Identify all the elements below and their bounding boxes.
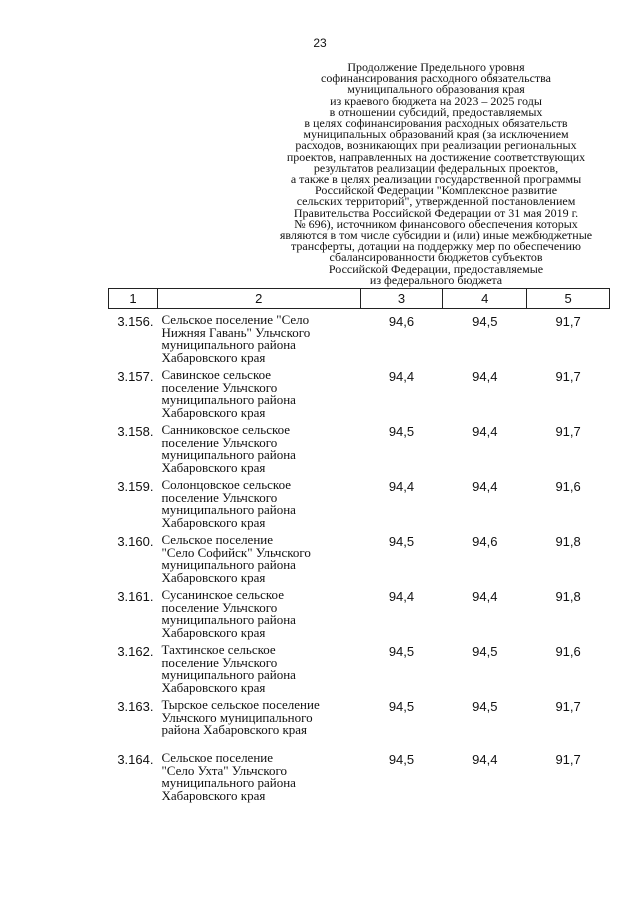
caption-line: муниципального образования края xyxy=(347,82,525,97)
value-2024: 94,4 xyxy=(472,424,498,439)
settlement-name-line: Санниковское сельское xyxy=(161,422,291,437)
table-row xyxy=(109,529,610,584)
row-number: 3.164. xyxy=(117,752,154,767)
subsidy-table xyxy=(108,288,610,802)
value-2024: 94,4 xyxy=(472,589,498,604)
settlement-name-line: Сельское поселение "Село xyxy=(161,312,310,327)
table-row xyxy=(109,364,610,419)
settlement-name-line: поселение Ульчского xyxy=(161,654,278,670)
table-row xyxy=(109,747,610,802)
row-number: 3.163. xyxy=(117,699,154,714)
value-2024: 94,5 xyxy=(472,699,498,714)
value-2025: 91,7 xyxy=(555,424,581,439)
settlement-name xyxy=(157,747,360,802)
settlement-name-line: Сельское поселение xyxy=(161,750,274,765)
settlement-name xyxy=(157,309,360,365)
caption-line: расходов, возникающих при реализации региональных xyxy=(295,138,577,153)
value-2023: 94,5 xyxy=(388,699,415,714)
settlement-name-line: поселение Ульчского xyxy=(161,379,278,395)
caption-line: софинансирования расходного обязательства xyxy=(321,71,551,86)
value-2025: 91,7 xyxy=(555,699,581,714)
settlement-name-line: муниципального района xyxy=(161,612,296,627)
settlement-name-line: Тырское сельское поселение xyxy=(161,697,320,712)
settlement-name-line: Нижняя Гавань" Ульчского xyxy=(161,324,311,340)
settlement-name-line: Хабаровского края xyxy=(161,569,266,585)
settlement-name-line: Солонцовское сельское xyxy=(161,477,292,492)
row-number: 3.161. xyxy=(117,589,154,604)
settlement-name-line: Хабаровского края xyxy=(161,349,266,365)
settlement-name-line: муниципального района xyxy=(161,392,296,407)
caption-line: Российской Федерации "Комплексное развитие xyxy=(314,183,558,198)
settlement-name-line: поселение Ульчского xyxy=(161,434,278,450)
settlement-name xyxy=(157,364,360,419)
caption-line: а также в целях реализации государственной программы xyxy=(290,172,582,187)
value-2025: 91,8 xyxy=(555,589,581,604)
caption-line: Российской Федерации, предоставляемые xyxy=(328,261,544,276)
table-row xyxy=(109,584,610,639)
caption-line: Продолжение Предельного уровня xyxy=(347,60,525,74)
value-2023: 94,5 xyxy=(388,644,415,659)
column-header-2: 2 xyxy=(157,289,360,309)
settlement-name-line: Сусанинское сельское xyxy=(161,587,284,602)
value-2025: 91,6 xyxy=(555,479,581,494)
row-number: 3.160. xyxy=(117,534,154,549)
table-row xyxy=(109,309,610,365)
table-row xyxy=(109,639,610,694)
value-2024: 94,5 xyxy=(472,644,498,659)
settlement-name xyxy=(157,529,360,584)
value-2023: 94,5 xyxy=(388,424,415,439)
value-2024: 94,4 xyxy=(472,369,498,384)
row-number: 3.158. xyxy=(117,424,154,439)
row-number: 3.162. xyxy=(117,644,154,659)
column-header-4: 4 xyxy=(443,289,527,309)
value-2024: 94,5 xyxy=(472,314,498,329)
value-2023: 94,5 xyxy=(388,752,415,767)
caption-line: в отношении субсидий, предоставляемых xyxy=(329,104,543,119)
value-2024: 94,6 xyxy=(472,534,498,549)
value-2023: 94,4 xyxy=(388,479,415,494)
settlement-name-line: муниципального района xyxy=(161,447,296,462)
settlement-name xyxy=(157,419,360,474)
row-number: 3.156. xyxy=(117,314,154,329)
caption-line: являются в том числе субсидии и (или) иные межбюджетные xyxy=(279,228,593,243)
value-2025: 91,6 xyxy=(555,644,581,659)
caption-line: из федерального бюджета xyxy=(369,272,503,287)
caption-line: в целях софинансирования расходных обязательств xyxy=(304,116,568,131)
value-2023: 94,5 xyxy=(388,534,415,549)
settlement-name xyxy=(157,639,360,694)
settlement-name-line: района Хабаровского края xyxy=(161,722,308,737)
value-2024: 94,4 xyxy=(472,752,498,767)
caption-line: сельских территорий", утвержденной постановлением xyxy=(296,194,576,209)
column-header-5: 5 xyxy=(527,289,610,309)
caption-line: сбалансированности бюджетов субъектов xyxy=(329,250,543,265)
settlement-name-line: Хабаровского края xyxy=(161,459,266,475)
caption-line: проектов, направленных на достижение соответствующих xyxy=(286,149,586,164)
table-row xyxy=(109,694,610,747)
column-header-3: 3 xyxy=(360,289,443,309)
value-2025: 91,7 xyxy=(555,752,581,767)
settlement-name-line: муниципального района xyxy=(161,557,296,572)
settlement-name-line: поселение Ульчского xyxy=(161,489,278,505)
caption-line: Правительства Российской Федерации от 31 мая 2019 г. xyxy=(293,205,579,220)
caption-line: муниципальных образований края (за исключением xyxy=(303,127,569,142)
settlement-name-line: муниципального района xyxy=(161,502,296,517)
settlement-name-line: Хабаровского края xyxy=(161,404,266,420)
table-header xyxy=(109,289,610,309)
settlement-name-line: Савинское сельское xyxy=(161,367,272,382)
settlement-name-line: муниципального района xyxy=(161,775,296,790)
row-number: 3.157. xyxy=(117,369,154,384)
settlement-name-line: Хабаровского края xyxy=(161,624,266,640)
settlement-name-line: Ульчского муниципального xyxy=(161,709,313,725)
column-header-1: 1 xyxy=(109,289,158,309)
page-number: 23 xyxy=(313,36,327,50)
settlement-name-line: муниципального района xyxy=(161,667,296,682)
settlement-name xyxy=(157,474,360,529)
caption-line: трансферты, дотации на поддержку мер по обеспечению xyxy=(291,239,581,254)
row-number: 3.159. xyxy=(117,479,154,494)
table-body xyxy=(109,309,610,803)
table-row xyxy=(109,474,610,529)
settlement-name-line: Хабаровского края xyxy=(161,514,266,530)
settlement-name-line: Хабаровского края xyxy=(161,787,266,803)
settlement-name-line: Сельское поселение xyxy=(161,532,274,547)
value-2025: 91,8 xyxy=(555,534,581,549)
value-2025: 91,7 xyxy=(555,369,581,384)
value-2023: 94,4 xyxy=(388,369,415,384)
settlement-name-line: муниципального района xyxy=(161,337,296,352)
value-2024: 94,4 xyxy=(472,479,498,494)
settlement-name-line: поселение Ульчского xyxy=(161,599,278,615)
table-row xyxy=(109,419,610,474)
caption-line: из краевого бюджета на 2023 – 2025 годы xyxy=(330,93,542,108)
caption-line: № 696), источником финансового обеспечения которых xyxy=(294,216,578,231)
value-2025: 91,7 xyxy=(555,314,581,329)
table-continuation-caption xyxy=(262,62,610,286)
settlement-name-line: "Село Софийск" Ульчского xyxy=(161,544,311,560)
value-2023: 94,4 xyxy=(388,589,415,604)
value-2023: 94,6 xyxy=(388,314,415,329)
settlement-name xyxy=(157,584,360,639)
settlement-name-line: "Село Ухта" Ульчского xyxy=(161,762,287,778)
caption-line: результатов реализации федеральных проектов, xyxy=(313,160,559,175)
settlement-name xyxy=(157,694,360,747)
settlement-name-line: Хабаровского края xyxy=(161,679,266,695)
settlement-name-line: Тахтинское сельское xyxy=(161,642,276,657)
